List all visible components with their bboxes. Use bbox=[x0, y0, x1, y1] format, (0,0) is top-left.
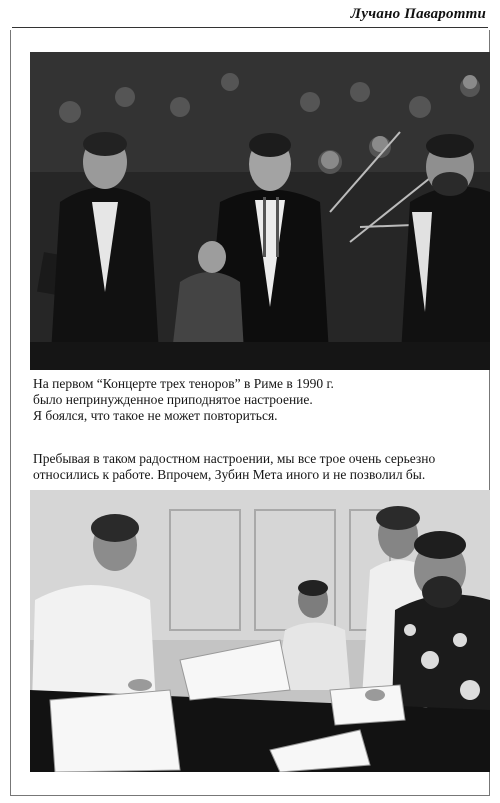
caption-rehearsal bbox=[33, 451, 488, 483]
caption-line: Пребывая в таком радостном настроении, мы все трое очень серьезно bbox=[33, 451, 436, 466]
rehearsal-photo-image bbox=[30, 490, 490, 772]
concert-photo-image bbox=[30, 52, 490, 370]
caption-line: было непринужденное приподнятое настроение. bbox=[33, 392, 313, 407]
caption-line: относились к работе. Впрочем, Зубин Мета иного и не позволил бы. bbox=[33, 467, 426, 482]
header-rule bbox=[12, 27, 488, 28]
concert-photo bbox=[30, 52, 490, 370]
caption-concert bbox=[33, 376, 488, 424]
running-head: Лучано Паваротти bbox=[350, 6, 486, 22]
caption-line: На первом “Концерте трех теноров” в Риме в 1990 г. bbox=[33, 376, 334, 391]
caption-line: Я боялся, что такое не может повториться. bbox=[33, 408, 278, 423]
rehearsal-photo bbox=[30, 490, 490, 772]
